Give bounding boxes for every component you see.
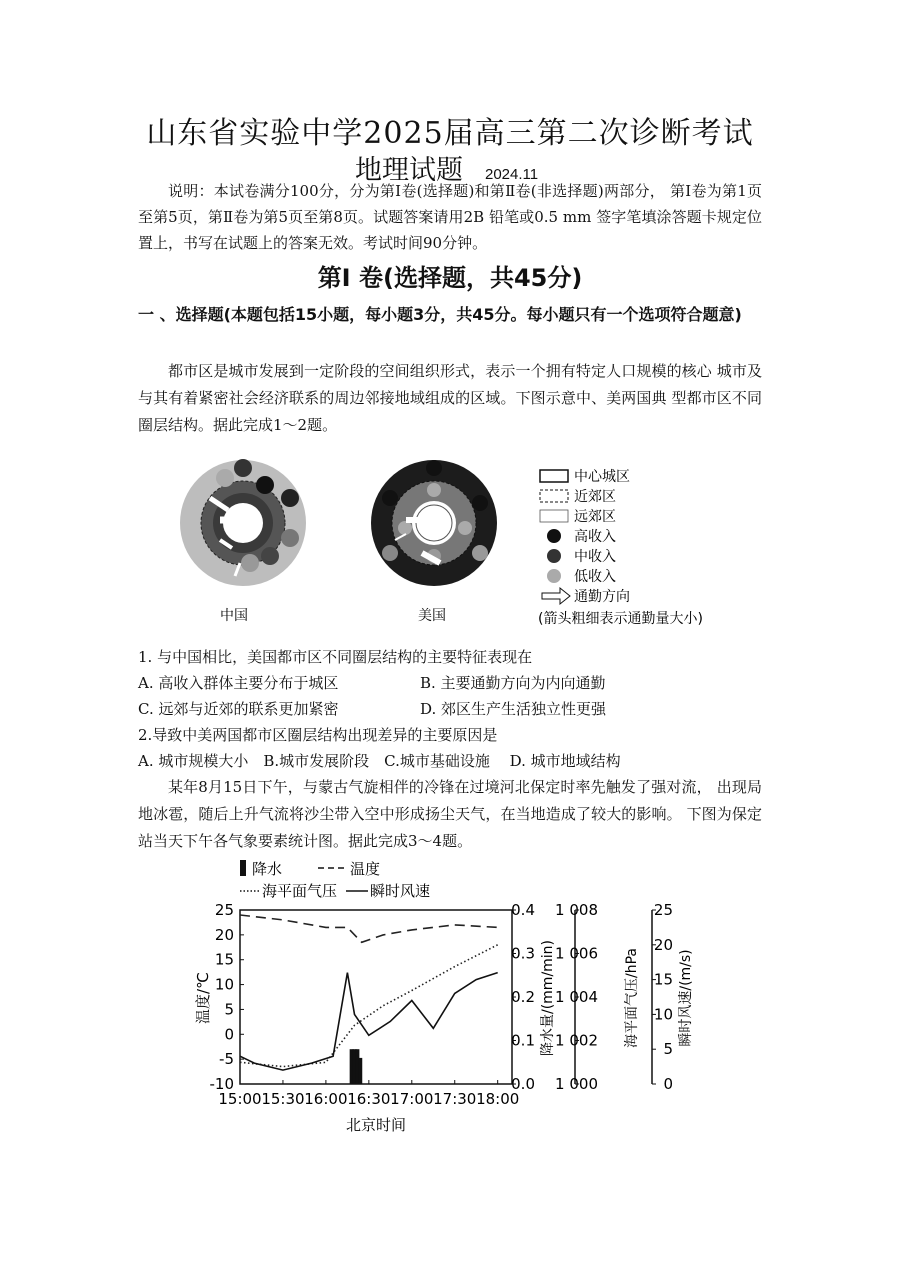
legend-precip: 降水 bbox=[252, 860, 283, 878]
y-tick-label: 10 bbox=[214, 975, 234, 994]
dark-dot-icon bbox=[547, 549, 561, 563]
instructions: 说明：本试卷满分100分，分为第Ⅰ卷(选择题)和第Ⅱ卷(非选择题)两部分， 第Ⅰ卷为第1页至第5页，第Ⅱ卷为第5页至第8页。试题答案请用2B 铅笔或0.5 mm 签字笔填涂答题卡规定位置上，书写在试题上的答案无效。考试时间90分钟。 bbox=[138, 182, 762, 252]
axis-label-x: 北京时间 bbox=[345, 1116, 407, 1134]
x-tick-label: 18:00 bbox=[476, 1090, 520, 1108]
usa-diagram bbox=[371, 460, 497, 586]
pressure-line bbox=[240, 945, 498, 1067]
y-tick-label: 0.2 bbox=[511, 988, 535, 1006]
china-diagram bbox=[180, 459, 306, 586]
y-tick-label: 0.0 bbox=[511, 1075, 535, 1093]
legend-item-far: 远郊区 bbox=[574, 509, 616, 525]
axis-label-pressure: 海平面气压/hPa bbox=[624, 948, 640, 1048]
y-tick-label: 1 004 bbox=[555, 988, 598, 1006]
q1-stem: 1. 与中国相比，美国都市区不同圈层结构的主要特征表现在 bbox=[138, 648, 533, 666]
x-tick-label: 16:30 bbox=[347, 1090, 391, 1108]
exam-date: 2024.11 bbox=[485, 166, 539, 183]
axis-label-wind: 瞬时风速/(m/s) bbox=[678, 949, 694, 1047]
y-tick-label: 1 008 bbox=[555, 901, 598, 919]
legend-item-mid: 中收入 bbox=[574, 549, 616, 565]
gray-dot-icon bbox=[547, 569, 561, 583]
legend-wind: 瞬时风速 bbox=[370, 882, 431, 900]
x-tick-label: 15:30 bbox=[261, 1090, 305, 1108]
precip-bar bbox=[358, 1058, 362, 1084]
urban-ring-figure bbox=[180, 448, 740, 633]
temperature-line bbox=[240, 915, 498, 942]
legend-item-high: 高收入 bbox=[574, 529, 616, 545]
y-tick-label: 5 bbox=[224, 1000, 234, 1019]
y-tick-label: 1 006 bbox=[555, 944, 598, 963]
y-tick-label: 0 bbox=[663, 1075, 673, 1093]
y-tick-label: 0.4 bbox=[511, 901, 535, 919]
y-tick-label: 10 bbox=[653, 1005, 673, 1024]
legend-note: (箭头粗细表示通勤量大小) bbox=[538, 611, 703, 627]
q1-option-b: B. 主要通勤方向为内向通勤 bbox=[420, 674, 606, 692]
subject-title: 地理试题 bbox=[355, 155, 463, 186]
passage-1: 都市区是城市发展到一定阶段的空间组织形式，表示一个拥有特定人口规模的核心 城市及与其有着紧密社会经济联系的周边邻接地域组成的区域。下图示意中、美两国典 型都市区不同圈层结构。据此完成1～2题。 bbox=[138, 362, 762, 434]
weather-chart bbox=[190, 858, 710, 1138]
legend-temp: 温度 bbox=[350, 860, 381, 878]
q2-options: A. 城市规模大小 B.城市发展阶段 C.城市基础设施 D. 城市地域结构 bbox=[138, 752, 621, 770]
legend-item-commute: 通勤方向 bbox=[574, 589, 630, 605]
dashed-box-icon bbox=[540, 490, 568, 502]
y-tick-label: 1 000 bbox=[555, 1075, 598, 1093]
q1-option-c: C. 远郊与近郊的联系更加紧密 bbox=[138, 700, 339, 718]
y-tick-label: 15 bbox=[653, 970, 673, 989]
q1-option-d: D. 郊区生产生活独立性更强 bbox=[420, 700, 607, 718]
wind-speed-line bbox=[240, 973, 498, 1071]
y-tick-label: 20 bbox=[214, 925, 234, 944]
y-tick-label: 5 bbox=[663, 1040, 673, 1059]
legend-item-low: 低收入 bbox=[574, 569, 616, 585]
black-dot-icon bbox=[547, 529, 561, 543]
figure1-legend bbox=[538, 468, 703, 627]
legend-pressure: 海平面气压 bbox=[262, 882, 338, 900]
section-title: 第Ⅰ 卷(选择题，共45分) bbox=[317, 264, 583, 292]
legend-item-near: 近郊区 bbox=[574, 489, 616, 505]
legend-item-center: 中心城区 bbox=[574, 469, 630, 485]
x-tick-label: 15:00 bbox=[218, 1090, 262, 1108]
x-tick-label: 17:00 bbox=[390, 1090, 434, 1108]
y-tick-label: -10 bbox=[209, 1075, 234, 1093]
y-tick-label: 15 bbox=[214, 950, 234, 969]
precip-legend-swatch bbox=[240, 860, 246, 876]
y-tick-label: 0 bbox=[224, 1025, 234, 1044]
y-tick-label: 25 bbox=[214, 901, 234, 919]
passage-2: 某年8月15日下午，与蒙古气旋相伴的冷锋在过境河北保定时率先触发了强对流， 出现局地冰雹，随后上升气流将沙尘带入空中形成扬尘天气，在当地造成了较大的影响。 下图为保定站当天下午各气象要素统计图。据此完成3～4题。 bbox=[138, 778, 762, 850]
y-tick-label: 0.3 bbox=[511, 944, 535, 963]
q1-option-a: A. 高收入群体主要分布于城区 bbox=[138, 674, 339, 692]
part-heading: 一 、选择题(本题包括15小题，每小题3分，共45分。每小题只有一个选项符合题意) bbox=[138, 305, 742, 324]
plot-frame bbox=[240, 910, 512, 1084]
axis-label-precip: 降水量/(mm/min) bbox=[540, 939, 556, 1057]
exam-title: 山东省实验中学2025届高三第二次诊断考试 bbox=[146, 116, 754, 151]
usa-label: 美国 bbox=[418, 608, 446, 624]
y-tick-label: 0.1 bbox=[511, 1031, 535, 1050]
x-tick-label: 17:30 bbox=[433, 1090, 477, 1108]
q2-stem: 2.导致中美两国都市区圈层结构出现差异的主要原因是 bbox=[138, 726, 498, 744]
y-tick-label: 20 bbox=[653, 935, 673, 954]
axis-label-temp: 温度/℃ bbox=[194, 972, 212, 1024]
y-tick-label: -5 bbox=[219, 1050, 234, 1069]
china-label: 中国 bbox=[220, 608, 248, 624]
y-tick-label: 1 002 bbox=[555, 1031, 598, 1050]
x-tick-label: 16:00 bbox=[304, 1090, 348, 1108]
solid-box-icon bbox=[540, 470, 568, 482]
y-tick-label: 25 bbox=[653, 901, 673, 919]
arrow-icon bbox=[542, 588, 570, 604]
thin-box-icon bbox=[540, 510, 568, 522]
